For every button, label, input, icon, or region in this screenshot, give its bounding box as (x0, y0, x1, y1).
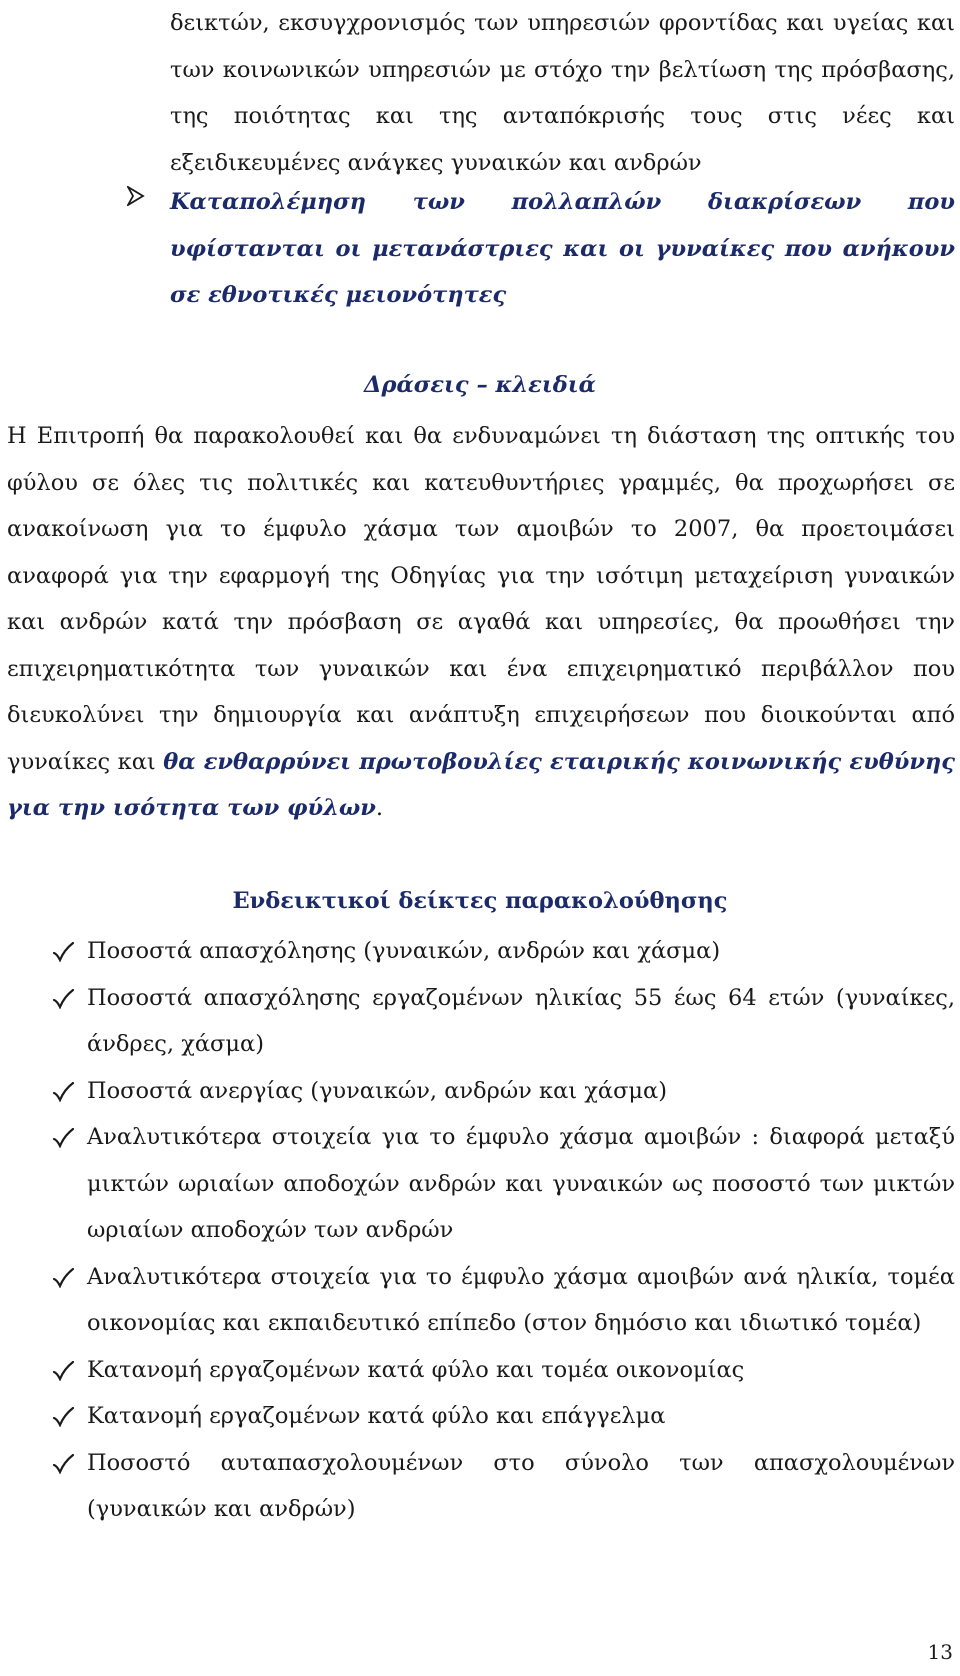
indicator-text: Κατανομή εργαζομένων κατά φύλο και τομέα οικονομίας (87, 1356, 745, 1383)
indicator-text: Αναλυτικότερα στοιχεία για το έμφυλο χάσμα αμοιβών ανά ηλικία, τομέα οικονομίας και εκπαιδευτικό επίπεδο (στον δημόσιο και ιδιωτικό τομέα) (87, 1263, 955, 1336)
check-icon (52, 1407, 74, 1427)
page-number: 13 (927, 1640, 953, 1664)
indicators-title: Ενδεικτικοί δείκτες παρακολούθησης (232, 888, 728, 914)
arrow-bullet-icon (127, 186, 145, 206)
actions-title: Δράσεις – κλειδιά (364, 372, 596, 398)
indicator-item (0, 1068, 955, 1115)
indicator-item (0, 1114, 955, 1254)
check-icon (52, 1454, 74, 1474)
indicator-item (0, 928, 955, 975)
check-icon (52, 1082, 74, 1102)
check-icon (52, 1268, 74, 1288)
indicator-text: Κατανομή εργαζομένων κατά φύλο και επάγγελμα (87, 1403, 666, 1429)
indicator-text: Ποσοστά απασχόλησης εργαζομένων ηλικίας 55 έως 64 ετών (γυναίκες, άνδρες, χάσμα) (87, 984, 955, 1057)
indicator-item (0, 1393, 955, 1440)
indicator-list (0, 928, 960, 1533)
indicator-item (0, 975, 955, 1068)
indicator-item (0, 1347, 955, 1394)
indicator-text: Ποσοστό αυταπασχολουμένων στο σύνολο των απασχολουμένων (γυναικών και ανδρών) (87, 1449, 955, 1522)
actions-text-end: . (375, 795, 384, 821)
actions-text: Η Επιτροπή θα παρακολουθεί και θα ενδυναμώνει τη διάσταση της οπτικής του φύλου σε όλες τις πολιτικές και κατευθυντήριες γραμμές, θα προχωρήσει σε ανακοίνωση για το έμφυλο χάσμα των αμοιβών το 2007, θα προετοιμάσει αναφορά για την εφαρμογή της Οδηγίας για την ισότιμη μεταχείριση γυναικών και ανδρών κατά την πρόσβαση σε αγαθά και υπηρεσίες, θα προωθήσει την επιχειρηματικότητα των γυναικών και ένα επιχειρηματικό περιβάλλον που διευκολύνει την δημιουργία και ανάπτυξη επιχειρήσεων που διοικούνται από γυναίκες και (7, 423, 955, 775)
indicator-item (0, 1440, 955, 1533)
check-icon (52, 1361, 74, 1381)
indicator-text: Ποσοστά ανεργίας (γυναικών, ανδρών και χάσμα) (87, 1077, 668, 1104)
check-icon (52, 942, 74, 962)
bullet-heading: Καταπολέμηση των πολλαπλών διακρίσεων που υφίστανται οι μετανάστριες και οι γυναίκες που ανήκουν σε εθνοτικές μειονότητες (170, 189, 955, 308)
indicator-text: Ποσοστά απασχόλησης (γυναικών, ανδρών και χάσμα) (87, 938, 721, 964)
indicator-text: Αναλυτικότερα στοιχεία για το έμφυλο χάσμα αμοιβών : διαφορά μεταξύ μικτών ωριαίων αποδοχών ανδρών και γυναικών ως ποσοστό των μικτών ωριαίων αποδοχών των ανδρών (87, 1124, 955, 1243)
indicator-item (0, 1254, 955, 1347)
check-icon (52, 1128, 74, 1148)
actions-paragraph (7, 413, 955, 832)
actions-emphasis: θα ενθαρρύνει πρωτοβουλίες εταιρικής κοινωνικής ευθύνης για την ισότητα των φύλων (7, 748, 955, 821)
check-icon (52, 989, 74, 1009)
intro-paragraph: δεικτών, εκσυγχρονισμός των υπηρεσιών φροντίδας και υγείας και των κοινωνικών υπηρεσιών με στόχο την βελτίωση της πρόσβασης, της ποιότητας και της ανταπόκρισής τους στις νέες και εξειδικευμένες ανάγκες γυναικών και ανδρών (170, 10, 955, 176)
